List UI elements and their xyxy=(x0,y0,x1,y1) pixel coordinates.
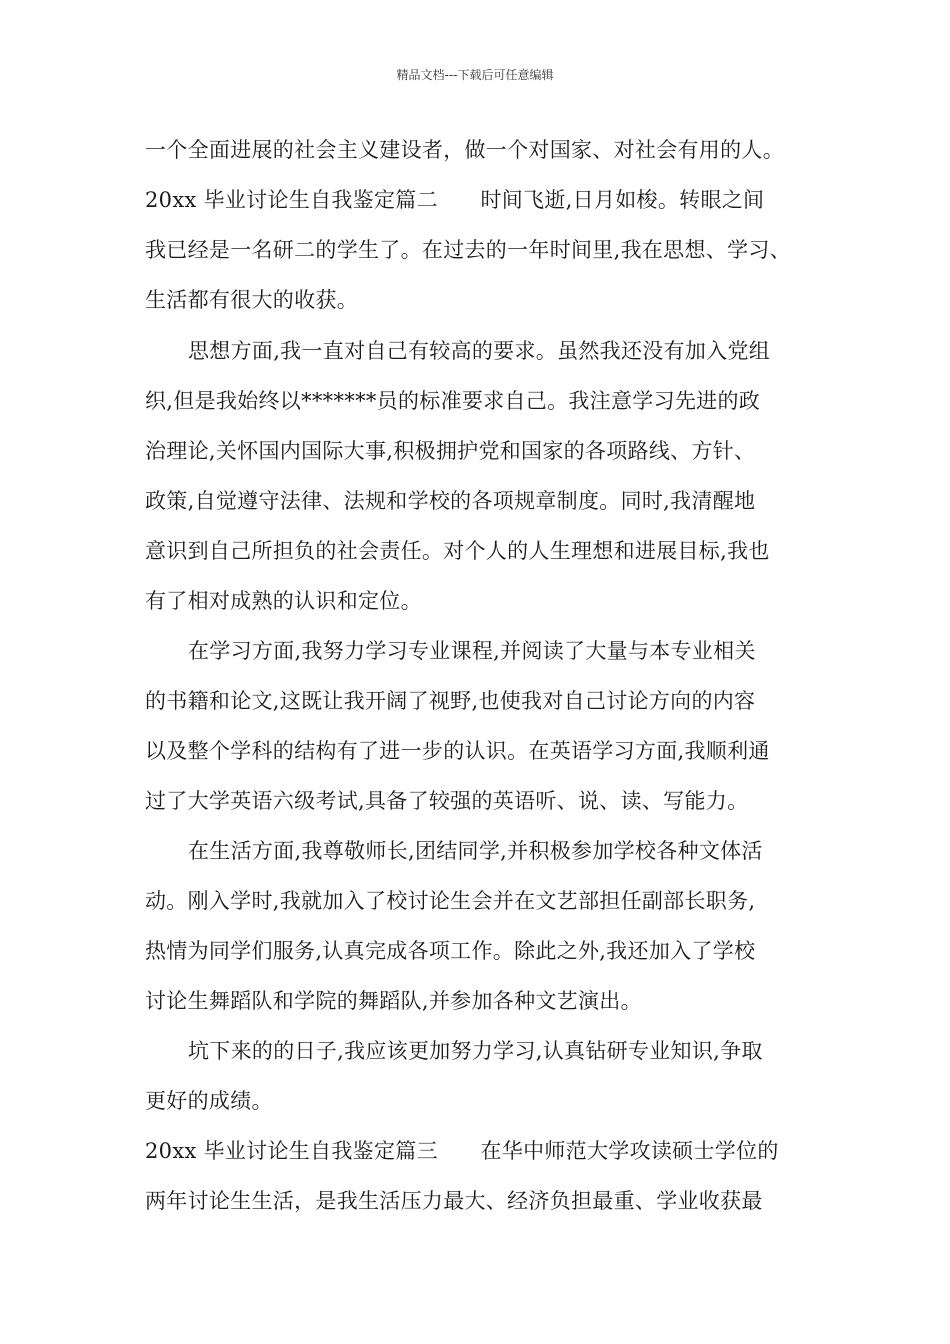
paragraph-start-line: 坑下来的的日子,我应该更加努力学习,认真钻研专业知识,争取 xyxy=(188,1039,763,1063)
text-line: 意识到自己所担负的社会责任。对个人的人生理想和进展目标,我也 xyxy=(145,539,770,563)
text-line: 更好的成绩。 xyxy=(145,1089,273,1113)
paragraph-start-line: 在生活方面,我尊敬师长,团结同学,并积极参加学校各种文体活 xyxy=(188,839,763,863)
text-line: 治理论,关怀国内国际大事,积极拥护党和国家的各项路线、方针、 xyxy=(145,439,756,463)
text-line: 我已经是一名研二的学生了。在过去的一年时间里,我在思想、学习、 xyxy=(145,238,791,262)
text-line: 两年讨论生生活，是我生活压力最大、经济负担最重、学业收获最 xyxy=(145,1189,763,1213)
section-heading-line: 20xx 毕业讨论生自我鉴定篇二 时间飞逝,日月如梭。转眼之间 xyxy=(145,188,765,212)
paragraph-start-line: 在学习方面,我努力学习专业课程,并阅读了大量与本专业相关 xyxy=(188,639,756,663)
text-line: 织,但是我始终以*******员的标准要求自己。我注意学习先进的政 xyxy=(145,389,761,413)
text-line: 动。刚入学时,我就加入了校讨论生会并在文艺部担任副部长职务, xyxy=(145,889,756,913)
text-line: 一个全面进展的社会主义建设者，做一个对国家、对社会有用的人。 xyxy=(145,138,784,162)
text-line: 生活都有很大的收获。 xyxy=(145,288,358,312)
text-line: 政策,自觉遵守法律、法规和学校的各项规章制度。同时,我清醒地 xyxy=(145,489,756,513)
text-line: 讨论生舞蹈队和学院的舞蹈队,并参加各种文艺演出。 xyxy=(145,989,642,1013)
text-line: 有了相对成熟的认识和定位。 xyxy=(145,589,422,613)
section-heading-line: 20xx 毕业讨论生自我鉴定篇三 在华中师范大学攻读硕士学位的 xyxy=(145,1139,779,1163)
page-header: 精品文档---下载后可任意编辑 xyxy=(396,68,554,82)
text-line: 过了大学英语六级考试,具备了较强的英语听、说、读、写能力。 xyxy=(145,789,749,813)
text-line: 以及整个学科的结构有了进一步的认识。在英语学习方面,我顺利通 xyxy=(145,739,770,763)
text-line: 的书籍和论文,这既让我开阔了视野,也使我对自己讨论方向的内容 xyxy=(145,689,756,713)
text-line: 热情为同学们服务,认真完成各项工作。除此之外,我还加入了学校 xyxy=(145,939,756,963)
paragraph-start-line: 思想方面,我一直对自己有较高的要求。虽然我还没有加入党组 xyxy=(188,339,771,363)
